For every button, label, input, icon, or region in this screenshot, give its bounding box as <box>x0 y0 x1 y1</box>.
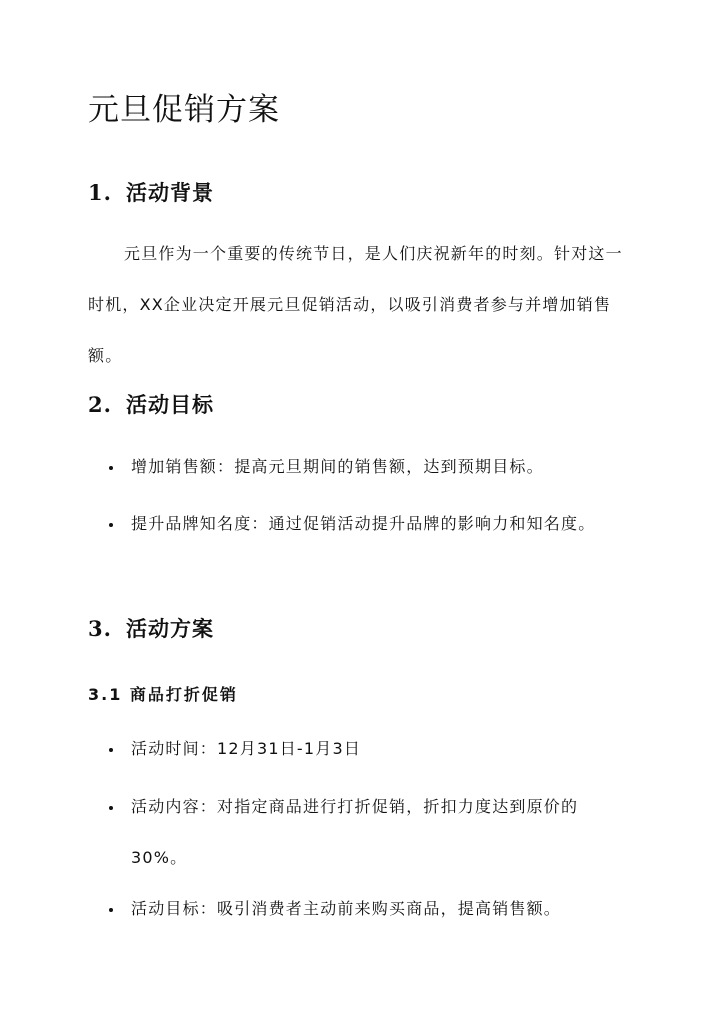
bullet-marker <box>108 907 116 915</box>
bullet-marker <box>108 465 116 473</box>
bullet-marker <box>108 522 116 530</box>
list-item: 活动内容：对指定商品进行打折促销，折扣力度达到原价的30%。 <box>131 797 579 867</box>
section-heading <box>88 613 214 643</box>
bullet-marker <box>108 805 116 813</box>
list-item: 提升品牌知名度：通过促销活动提升品牌的影响力和知名度。 <box>131 514 596 533</box>
section-paragraph: 元旦作为一个重要的传统节日，是人们庆祝新年的时刻。针对这一时机，XX企业决定开展元旦促销活动，以吸引消费者参与并增加销售额。 <box>88 244 623 365</box>
section-number: 3. <box>88 616 112 641</box>
section-heading <box>88 177 214 207</box>
section-heading <box>88 389 214 419</box>
subsection-heading <box>88 682 238 705</box>
section-number: 1. <box>88 180 112 205</box>
list-item: 增加销售额：提高元旦期间的销售额，达到预期目标。 <box>131 457 544 476</box>
section-title: 活动目标 <box>126 392 214 417</box>
subsection-number: 3.1 <box>88 685 123 704</box>
list-item: 活动时间：12月31日-1月3日 <box>131 739 362 758</box>
section-title: 活动背景 <box>126 180 214 205</box>
section-number: 2. <box>88 392 112 417</box>
list-item: 活动目标：吸引消费者主动前来购买商品，提高销售额。 <box>131 899 562 918</box>
bullet-marker <box>108 747 116 755</box>
section-title: 活动方案 <box>126 616 214 641</box>
document-title: 元旦促销方案 <box>88 92 280 128</box>
subsection-title: 商品打折促销 <box>129 685 238 704</box>
